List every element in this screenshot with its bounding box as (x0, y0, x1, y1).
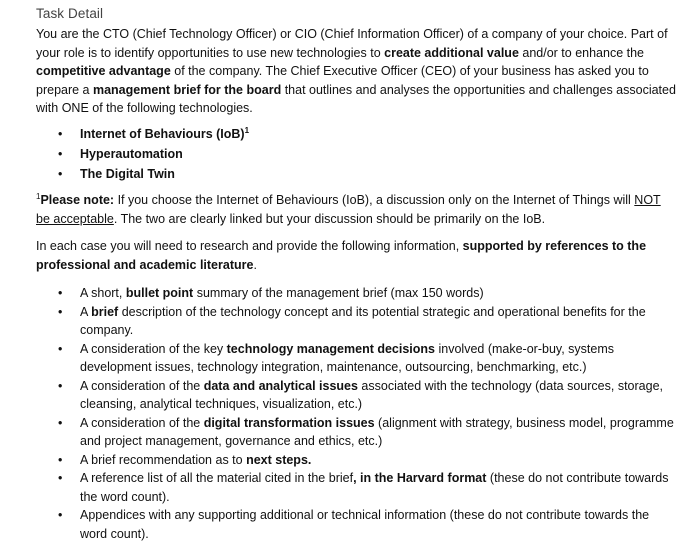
bullet: • (58, 341, 63, 356)
note-text-1: If you choose the Internet of Behaviours (IoB), a discussion only on the Internet of Things will (114, 193, 635, 207)
list-item (36, 451, 676, 470)
list-item (36, 164, 249, 184)
item-text: involved (make-or-buy, systems development issues, technology integration, maintenance, outsourcing, benchmarking, etc.) (80, 341, 615, 374)
bullet: • (58, 452, 63, 467)
item-bold: digital transformation issues (203, 415, 375, 430)
each-case-text-2: . (253, 257, 257, 272)
each-case-paragraph (36, 237, 676, 274)
requirements-list (36, 284, 676, 543)
item-bold: bullet point (125, 286, 194, 300)
bullet: • (58, 304, 63, 319)
intro-text-2: and/or to enhance the (518, 45, 645, 60)
each-case-text-1: In each case you will need to research and provide the following information, (36, 239, 463, 253)
bullet: • (58, 127, 63, 141)
each-case-bold: supported by references to the professional and academic literature (36, 239, 647, 272)
item-text: (these do not contribute towards the word count). (80, 471, 669, 504)
footnote-mark: 1 (36, 191, 41, 201)
item-text: (alignment with strategy, business model, programme and project management, governance and ethics, etc.) (80, 415, 674, 448)
item-bold: , in the Harvard format (353, 471, 487, 485)
note-label: Please note: (40, 193, 115, 207)
item-text: A reference list of all the material cited in the brief (80, 471, 354, 485)
intro-text-3: of the company. The Chief Executive Officer (CEO) of your business has asked you to prepare a (36, 64, 649, 97)
list-item (36, 469, 676, 506)
item-text: A consideration of the (80, 415, 204, 430)
list-item (36, 506, 676, 543)
item-bold: technology management decisions (226, 341, 436, 356)
item-text: A consideration of the (80, 378, 204, 393)
item-text: A consideration of the key (80, 341, 227, 356)
bullet: • (58, 167, 63, 181)
item-text: summary of the management brief (max 150 words) (193, 286, 484, 300)
list-item (36, 414, 676, 451)
item-bold: next steps. (246, 452, 312, 467)
list-item (36, 377, 676, 414)
list-item (36, 124, 249, 144)
note-underlined: NOT be acceptable (36, 193, 661, 226)
list-item (36, 144, 249, 164)
technology-name: The Digital Twin (80, 167, 175, 181)
bullet: • (58, 415, 63, 430)
item-text: Appendices with any supporting additional or technical information (these do not contribute towards the word count). (80, 508, 650, 541)
intro-text-1: You are the CTO (Chief Technology Officer) or CIO (Chief Information Officer) of a company of your choice. Part of your role is to identify opportunities to use new technologies to (36, 27, 668, 60)
bullet: • (58, 147, 63, 161)
bullet: • (58, 378, 63, 393)
bullet: • (58, 286, 63, 300)
item-text: A (80, 304, 92, 319)
intro-bold-3: management brief for the board (92, 82, 282, 97)
list-item (36, 340, 676, 377)
intro-text-4: that outlines and analyses the opportunities and challenges associated with ONE of the following technologies. (36, 82, 676, 115)
intro-bold-1: create additional value (384, 45, 519, 60)
bullet: • (58, 471, 63, 485)
item-bold: brief (91, 304, 119, 319)
technology-list (36, 124, 249, 184)
list-item (36, 303, 676, 340)
item-text: A short, (80, 286, 126, 300)
technology-name: Internet of Behaviours (IoB) (80, 127, 245, 141)
note-text-2: . The two are clearly linked but your discussion should be primarily on the IoB. (113, 211, 546, 226)
bullet: • (58, 508, 63, 522)
technology-name: Hyperautomation (80, 147, 183, 161)
list-item (36, 284, 676, 303)
intro-bold-2: competitive advantage (36, 64, 171, 78)
intro-paragraph (36, 25, 676, 118)
section-heading: Task Detail (36, 6, 104, 21)
item-text: description of the technology concept and its potential strategic and operational benefits for the company. (80, 304, 646, 337)
item-text: associated with the technology (data sources, storage, cleansing, analytical techniques, visualization, etc.) (80, 378, 663, 411)
item-bold: data and analytical issues (203, 378, 358, 393)
note-paragraph (36, 191, 676, 228)
item-text: A brief recommendation as to (80, 452, 247, 467)
footnote-mark: 1 (244, 125, 250, 135)
